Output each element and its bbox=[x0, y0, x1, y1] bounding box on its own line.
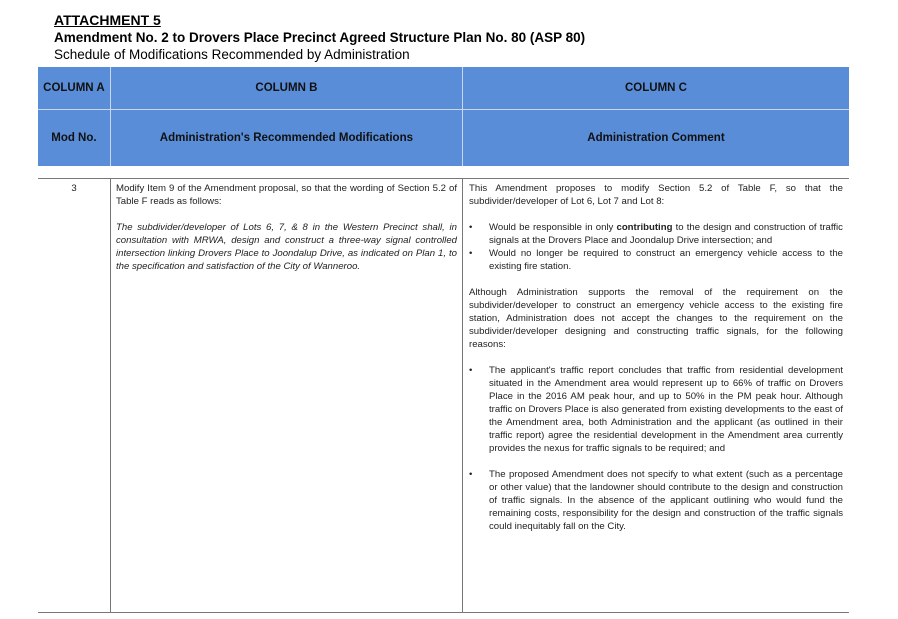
header-column-c: COLUMN C bbox=[462, 67, 849, 109]
comment-intro: This Amendment proposes to modify Section 5.2 of Table F, so that the subdivider/developer of Lot 6, Lot 7 and Lot 8: bbox=[469, 183, 843, 207]
comment-cell bbox=[462, 179, 849, 612]
header-column-a: COLUMN A bbox=[43, 82, 105, 94]
list-item: • The applicant's traffic report concludes that traffic from residential development situated in the Amendment area would represent up to 66% of traffic on Drovers Place in the 2016 AM peak hour, and up to 50% in the PM peak hour. Although traffic on Drovers Place is also generated from existing developments to the east of the Amendment area, both Administration and the applicant (as outlined in their traffic report) agree the residential development in the Amendment area currently provides the nexus for traffic signals to be required; and bbox=[469, 365, 843, 454]
document-heading bbox=[54, 12, 585, 63]
bullet-icon: • bbox=[469, 248, 473, 259]
table-spacer bbox=[38, 166, 849, 179]
modification-intro: Modify Item 9 of the Amendment proposal, so that the wording of Section 5.2 of Table F reads as follows: bbox=[116, 183, 457, 207]
mod-number: 3 bbox=[71, 183, 77, 194]
header-administration-comment: Administration Comment bbox=[462, 110, 849, 166]
modifications-table bbox=[38, 67, 849, 613]
attachment-title: ATTACHMENT 5 bbox=[54, 12, 161, 28]
comment-bullets-1 bbox=[469, 221, 843, 273]
header-row-columns bbox=[38, 67, 849, 110]
header-recommended-modifications: Administration's Recommended Modifications bbox=[110, 110, 462, 166]
bullet-icon: • bbox=[469, 469, 473, 480]
list-item: • Would no longer be required to construct an emergency vehicle access to the existing fire station. bbox=[469, 248, 843, 272]
schedule-subtitle: Schedule of Modifications Recommended by Administration bbox=[54, 47, 410, 62]
comment-para-2: Although Administration supports the removal of the requirement on the subdivider/developer to construct an emergency vehicle access to the existing fire station, Administration does not accept the changes to the requirement on the subdivider/developer designing and constructing traffic signals, for the following reasons: bbox=[469, 287, 843, 350]
modification-cell bbox=[110, 179, 462, 612]
header-column-b: COLUMN B bbox=[110, 67, 462, 109]
bullet-icon: • bbox=[469, 222, 473, 233]
modification-quote: The subdivider/developer of Lots 6, 7, & 8 in the Western Precinct shall, in consultation with MRWA, design and construct a three-way signal controlled intersection linking Drovers Place to Joondalup Drive, as indicated on Plan 1, to the specification and satisfaction of the City of Wanneroo. bbox=[116, 222, 457, 272]
bullet-icon: • bbox=[469, 365, 473, 376]
list-item: • Would be responsible in only contributing to the design and construction of traffic signals at the Drovers Place and Joondalup Drive intersection; and bbox=[469, 222, 843, 246]
table-row bbox=[38, 179, 849, 613]
header-mod-no: Mod No. bbox=[51, 132, 97, 144]
list-item: • The proposed Amendment does not specify to what extent (such as a percentage or other value) that the landowner should contribute to the design and construction of traffic signals. In the absence of the applicant outlining who would fund the remaining costs, responsibility for the design and construction of the traffic signals could inequitably fall on the City. bbox=[469, 469, 843, 532]
comment-bullets-2 bbox=[469, 364, 843, 533]
header-row-titles bbox=[38, 110, 849, 166]
amendment-title: Amendment No. 2 to Drovers Place Precinct Agreed Structure Plan No. 80 (ASP 80) bbox=[54, 30, 586, 45]
